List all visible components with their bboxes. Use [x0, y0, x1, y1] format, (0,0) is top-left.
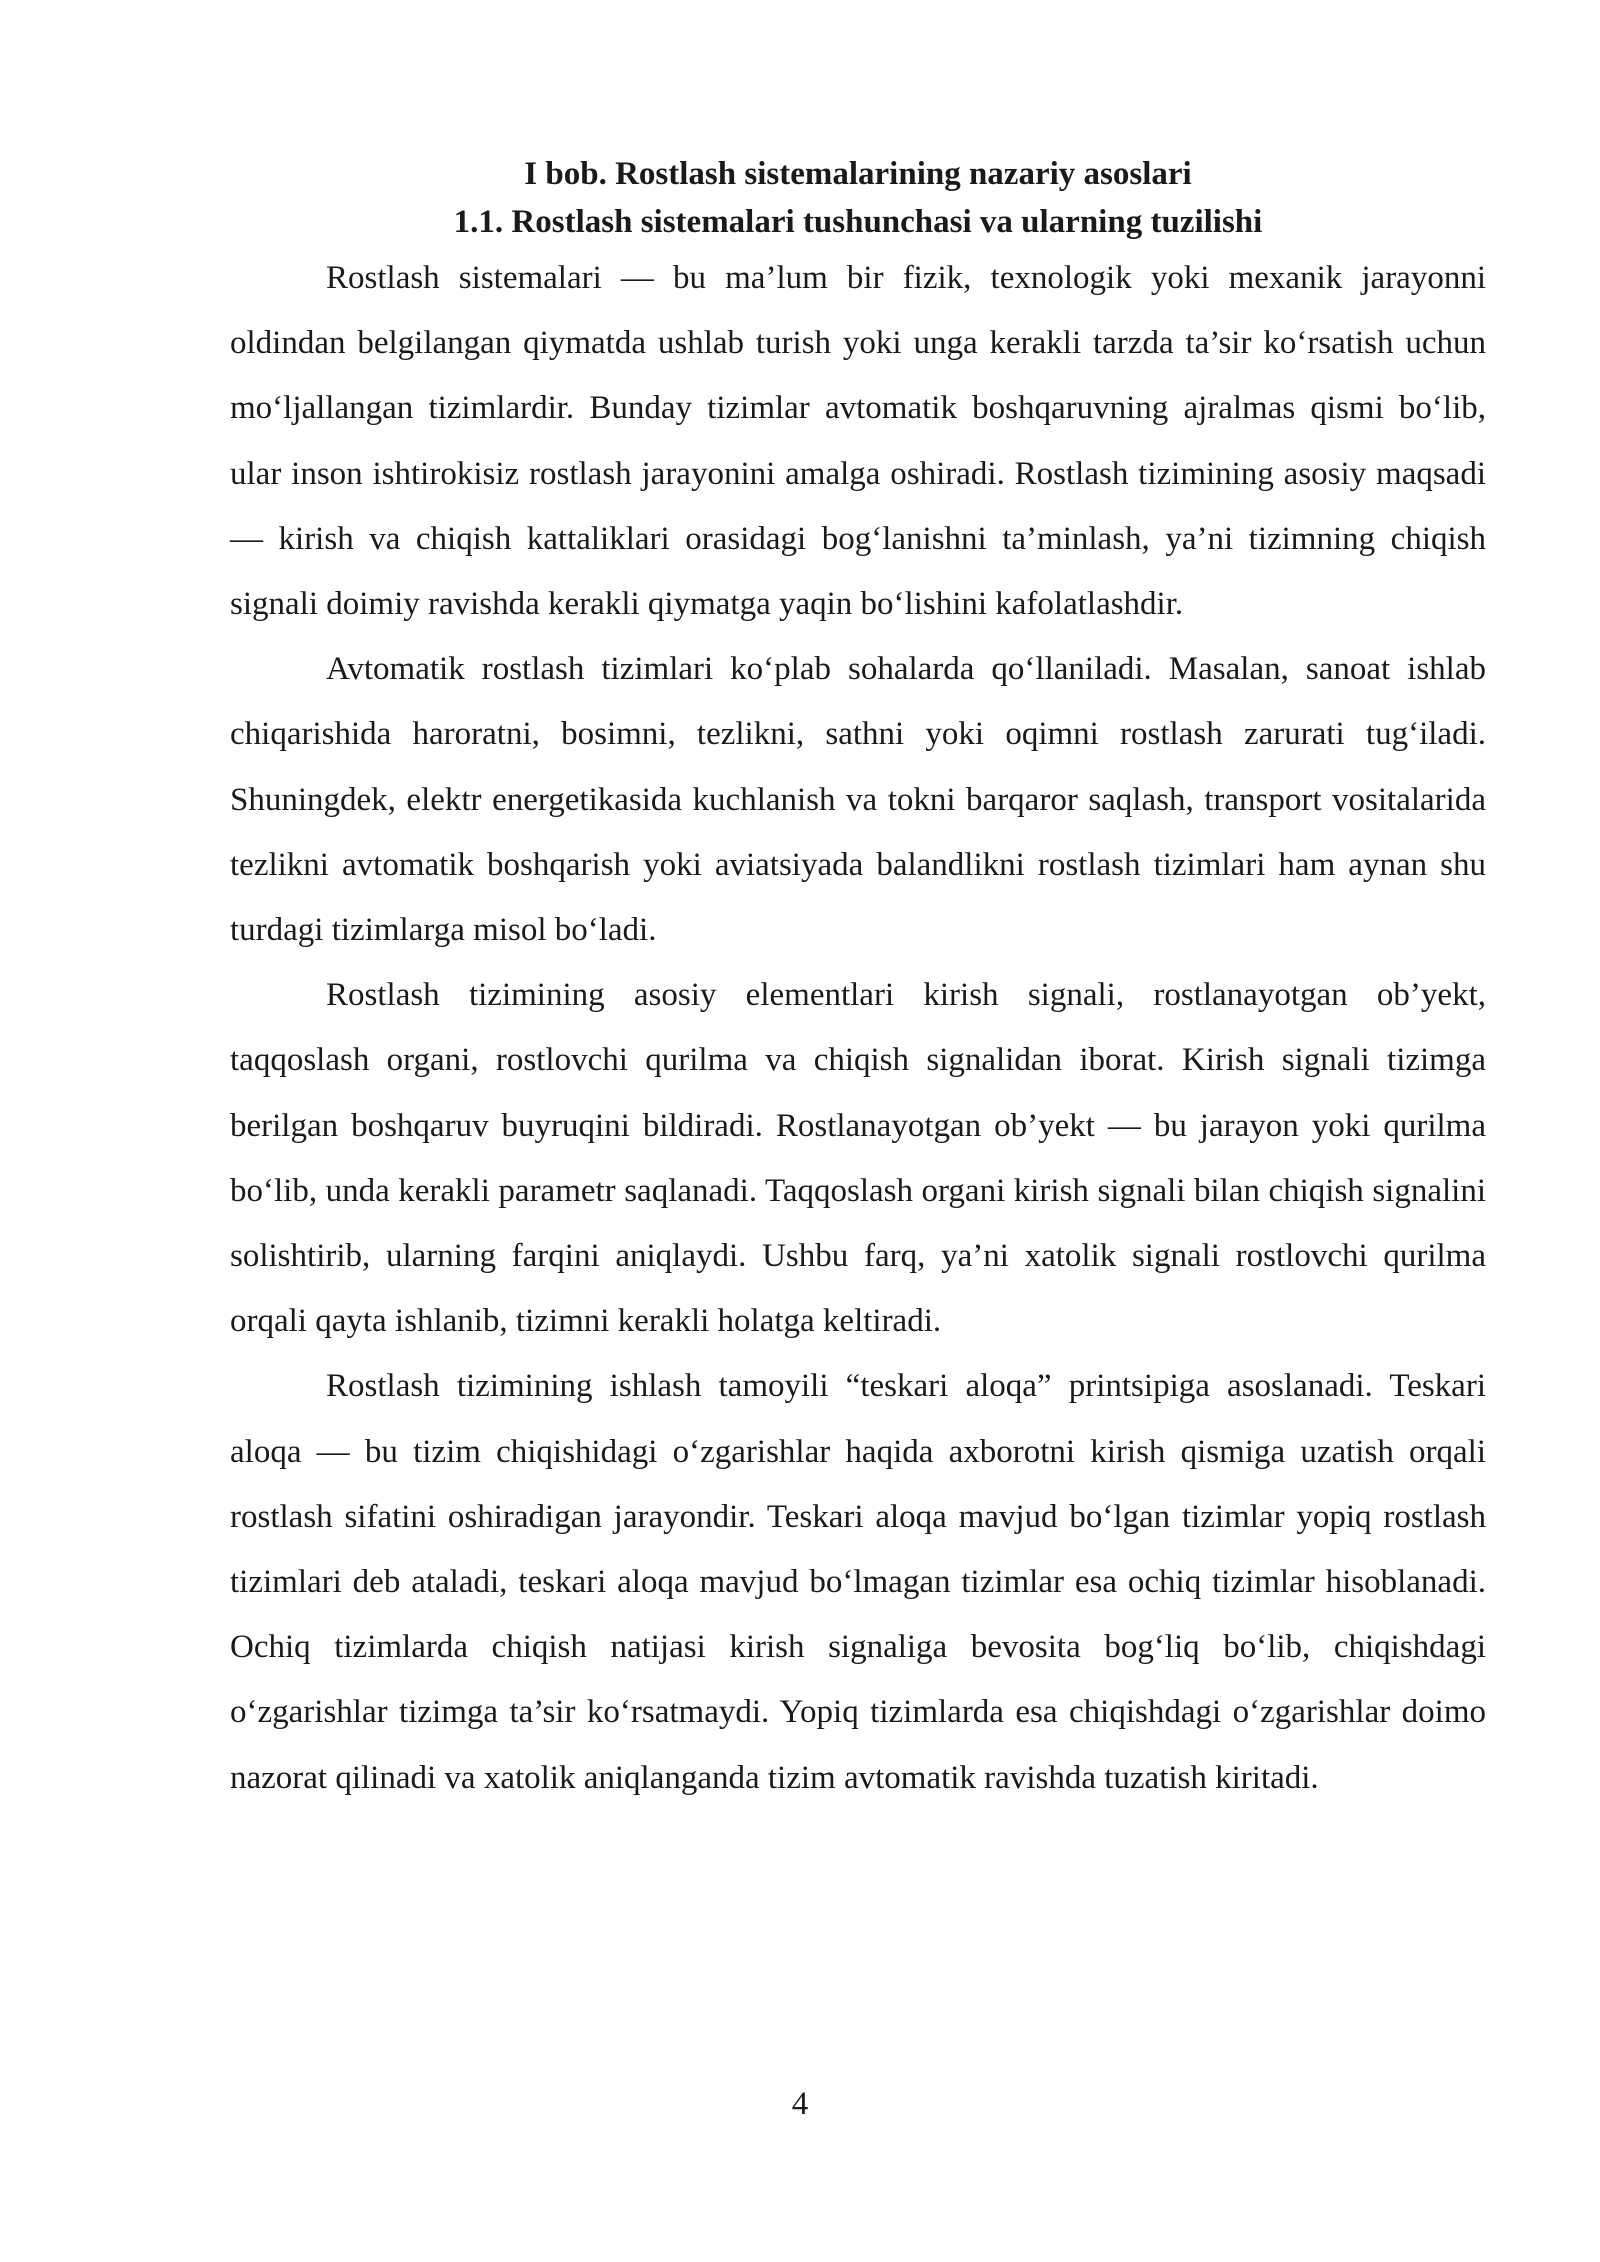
page-number: 4 — [791, 2086, 809, 2122]
paragraph-2: Avtomatik rostlash tizimlari ko‘plab sohalarda qo‘llaniladi. Masalan, sanoat ishlab chiqarishida haroratni, bosimni, tezlikni, sathni yoki oqimni rostlash zarurati tug‘iladi. Shuningdek, elektr energetikasida kuchlanish va tokni barqaror saqlash, transport vositalarida tezlikni avtomatik boshqarish yoki aviatsiyada balandlikni rostlash tizimlari ham aynan shu turdagi tizimlarga misol bo‘ladi. — [230, 651, 1486, 949]
chapter-title: I bob. Rostlash sistemalarining nazariy asoslari — [524, 156, 1192, 192]
section-title: 1.1. Rostlash sistemalari tushunchasi va ularning tuzilishi — [453, 204, 1263, 240]
paragraph-1: Rostlash sistemalari — bu ma’lum bir fizik, texnologik yoki mexanik jarayonni oldindan belgilangan qiymatda ushlab turish yoki unga kerakli tarzda ta’sir ko‘rsatish uchun mo‘ljallangan tizimlardir. Bunday tizimlar avtomatik boshqaruvning ajralmas qismi bo‘lib, ular inson ishtirokisiz rostlash jarayonini amalga oshiradi. Rostlash tizimining asosiy maqsadi — kirish va chiqish kattaliklari orasidagi bog‘lanishni ta’minlash, ya’ni tizimning chiqish signali doimiy ravishda kerakli qiymatga yaqin bo‘lishini kafolatlashdir. — [230, 260, 1486, 623]
paragraph-3: Rostlash tizimining asosiy elementlari kirish signali, rostlanayotgan ob’yekt, taqqoslash organi, rostlovchi qurilma va chiqish signalidan iborat. Kirish signali tizimga berilgan boshqaruv buyruqini bildiradi. Rostlanayotgan ob’yekt — bu jarayon yoki qurilma bo‘lib, unda kerakli parametr saqlanadi. Taqqoslash organi kirish signali bilan chiqish signalini solishtirib, ularning farqini aniqlaydi. Ushbu farq, ya’ni xatolik signali rostlovchi qurilma orqali qayta ishlanib, tizimni kerakli holatga keltiradi. — [230, 977, 1486, 1340]
page-body — [230, 150, 1486, 1811]
paragraph-4: Rostlash tizimining ishlash tamoyili “teskari aloqa” printsipiga asoslanadi. Teskari aloqa — bu tizim chiqishidagi o‘zgarishlar haqida axborotni kirish qismiga uzatish orqali rostlash sifatini oshiradigan jarayondir. Teskari aloqa mavjud bo‘lgan tizimlar yopiq rostlash tizimlari deb ataladi, teskari aloqa mavjud bo‘lmagan tizimlar esa ochiq tizimlar hisoblanadi. Ochiq tizimlarda chiqish natijasi kirish signaliga bevosita bog‘liq bo‘lib, chiqishdagi o‘zgarishlar tizimga ta’sir ko‘rsatmaydi. Yopiq tizimlarda esa chiqishdagi o‘zgarishlar doimo nazorat qilinadi va xatolik aniqlanganda tizim avtomatik ravishda tuzatish kiritadi. — [230, 1368, 1486, 1796]
